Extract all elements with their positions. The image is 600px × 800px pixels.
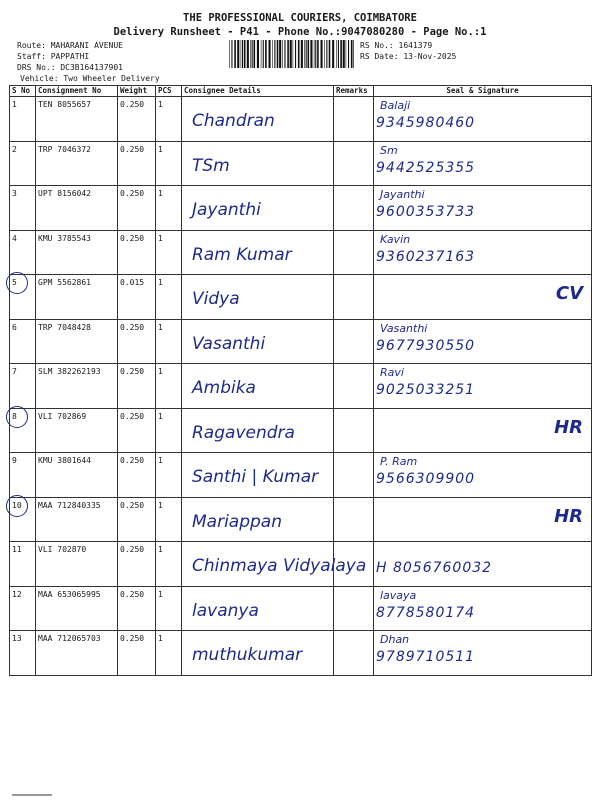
consignment-cell: UPT 8156042: [36, 186, 118, 231]
signature-handwriting: Balaji: [380, 99, 411, 112]
consignee-cell: [182, 142, 334, 186]
pcs-cell: 1: [156, 231, 182, 275]
rs-number: RS No.: 1641379: [360, 41, 433, 50]
phone-handwriting: 9566309900: [376, 471, 476, 487]
table-row: [10, 97, 592, 142]
signature-handwriting: Kavin: [380, 233, 411, 246]
pcs-cell: 1: [156, 498, 182, 542]
remarks-cell: [334, 97, 374, 142]
weight-cell: 0.250: [118, 587, 156, 631]
consignee-cell: [182, 231, 334, 275]
weight-cell: 0.250: [118, 97, 156, 142]
remarks-cell: [334, 142, 374, 186]
sno-cell: 10: [10, 498, 36, 542]
circle-mark: [6, 272, 28, 294]
phone-handwriting: 9442525355: [376, 160, 476, 176]
barcode-image: [229, 40, 354, 68]
consignment-cell: GPM 5562861: [36, 275, 118, 320]
phone-handwriting: 9025033251: [376, 382, 476, 398]
consignee-handwriting: TSm: [192, 156, 230, 176]
consignment-cell: MAA 712840335: [36, 498, 118, 542]
route-label: Route: MAHARANI AVENUE: [17, 41, 123, 50]
weight-cell: 0.250: [118, 453, 156, 498]
weight-cell: 0.250: [118, 231, 156, 275]
phone-handwriting: 9600353733: [376, 204, 476, 220]
weight-cell: 0.250: [118, 542, 156, 587]
consignee-cell: [182, 587, 334, 631]
weight-cell: 0.250: [118, 320, 156, 364]
table-row: [10, 587, 592, 631]
signature-handwriting: lavaya: [380, 589, 417, 602]
pcs-cell: 1: [156, 97, 182, 142]
consignee-cell: [182, 542, 367, 587]
consignee-cell: [182, 364, 334, 409]
table-row: [10, 453, 592, 498]
signature-handwriting: P. Ram: [380, 455, 418, 468]
pcs-cell: 1: [156, 364, 182, 409]
table-row: [10, 142, 592, 186]
sno-cell: 1: [10, 97, 36, 142]
phone-handwriting: 9360237163: [376, 249, 476, 265]
signature-cell: [374, 231, 592, 275]
consignee-handwriting: Ram Kumar: [192, 245, 292, 265]
remarks-cell: [334, 231, 374, 275]
table-row: [10, 498, 592, 542]
pcs-cell: 1: [156, 453, 182, 498]
signature-cell: [374, 364, 592, 409]
initials-mark: HR: [554, 506, 583, 527]
col-remarks: Remarks: [334, 86, 374, 97]
signature-cell: [374, 97, 592, 142]
remarks-cell: [334, 498, 374, 542]
sno-cell: 5: [10, 275, 36, 320]
consignment-cell: VLI 702870: [36, 542, 118, 587]
pcs-cell: 1: [156, 186, 182, 231]
consignee-cell: [182, 320, 334, 364]
consignment-cell: KMU 3801644: [36, 453, 118, 498]
weight-cell: 0.250: [118, 364, 156, 409]
consignment-cell: TRP 7046372: [36, 142, 118, 186]
phone-handwriting: 9677930550: [376, 338, 476, 354]
signature-cell: [374, 542, 592, 587]
table-row: [10, 231, 592, 275]
signature-handwriting: Ravi: [380, 366, 404, 379]
signature-cell: [374, 498, 592, 542]
signature-handwriting: Dhan: [380, 633, 410, 646]
circle-mark: [6, 495, 28, 517]
sno-cell: 11: [10, 542, 36, 587]
consignee-handwriting: Chinmaya Vidyalaya: [192, 556, 367, 576]
consignee-handwriting: Chandran: [192, 111, 275, 131]
remarks-cell: [334, 587, 374, 631]
consignee-cell: [182, 409, 334, 453]
consignment-cell: TRP 7048428: [36, 320, 118, 364]
table-row: [10, 631, 592, 676]
remarks-cell: [334, 275, 374, 320]
table-row: [10, 364, 592, 409]
table-row: [10, 409, 592, 453]
col-pcs: PCS: [156, 86, 182, 97]
vehicle-label: Vehicle: Two Wheeler Delivery: [20, 74, 160, 83]
signature-cell: [374, 409, 592, 453]
consignee-handwriting: Vasanthi: [192, 334, 266, 354]
remarks-cell: [334, 409, 374, 453]
table-row: [10, 542, 592, 587]
signature-handwriting: Vasanthi: [380, 322, 428, 335]
phone-handwriting: 9789710511: [376, 649, 476, 665]
pcs-cell: 1: [156, 409, 182, 453]
signature-cell: [374, 186, 592, 231]
signature-handwriting: Jayanthi: [380, 188, 425, 201]
consignee-cell: [182, 631, 334, 676]
consignee-handwriting: Ambika: [192, 378, 256, 398]
consignment-cell: MAA 653065995: [36, 587, 118, 631]
remarks-cell: [334, 453, 374, 498]
sno-cell: 12: [10, 587, 36, 631]
initials-mark: HR: [554, 417, 583, 438]
consignee-cell: [182, 498, 334, 542]
table-header-row: [10, 86, 592, 97]
sno-cell: 3: [10, 186, 36, 231]
consignment-cell: KMU 3785543: [36, 231, 118, 275]
runsheet-subtitle: Delivery Runsheet - P41 - Phone No.:9047080280 - Page No.:1: [113, 26, 487, 38]
circle-mark: [6, 406, 28, 428]
consignee-handwriting: Jayanthi: [192, 200, 261, 220]
consignee-handwriting: Ragavendra: [192, 423, 295, 443]
consignment-cell: VLI 702869: [36, 409, 118, 453]
sno-cell: 7: [10, 364, 36, 409]
table-row: [10, 275, 592, 320]
col-weight: Weight: [118, 86, 156, 97]
consignment-cell: MAA 712065703: [36, 631, 118, 676]
pcs-cell: 1: [156, 587, 182, 631]
remarks-cell: [334, 320, 374, 364]
col-consignee: Consignee Details: [182, 86, 334, 97]
weight-cell: 0.250: [118, 631, 156, 676]
pcs-cell: 1: [156, 275, 182, 320]
initials-mark: CV: [555, 283, 583, 304]
rs-date: RS Date: 13-Nov-2025: [360, 52, 457, 61]
remarks-cell: [334, 631, 374, 676]
col-sno: S No: [10, 86, 36, 97]
weight-cell: 0.250: [118, 498, 156, 542]
consignee-handwriting: Santhi | Kumar: [192, 467, 319, 487]
signature-cell: [374, 631, 592, 676]
phone-handwriting: 8778580174: [376, 605, 476, 621]
staff-label: Staff: PAPPATHI: [17, 52, 90, 61]
table-row: [10, 320, 592, 364]
phone-handwriting: H 8056760032: [376, 560, 493, 576]
consignee-cell: [182, 186, 334, 231]
col-signature: Seal & Signature: [374, 86, 592, 97]
sno-cell: 2: [10, 142, 36, 186]
company-title: THE PROFESSIONAL COURIERS, COIMBATORE: [183, 12, 417, 24]
sno-cell: 9: [10, 453, 36, 498]
signature-cell: [374, 453, 592, 498]
pcs-cell: 1: [156, 631, 182, 676]
signature-cell: [374, 587, 592, 631]
scan-artifact: [12, 794, 52, 796]
consignee-handwriting: Vidya: [192, 289, 240, 309]
consignee-handwriting: lavanya: [192, 601, 259, 621]
signature-cell: [374, 142, 592, 186]
drs-label: DRS No.: DC3B164137901: [17, 63, 123, 72]
consignee-handwriting: Mariappan: [192, 512, 282, 532]
weight-cell: 0.015: [118, 275, 156, 320]
sno-cell: 8: [10, 409, 36, 453]
sno-cell: 13: [10, 631, 36, 676]
consignee-cell: [182, 97, 334, 142]
pcs-cell: 1: [156, 142, 182, 186]
table-row: [10, 186, 592, 231]
remarks-cell: [334, 186, 374, 231]
consignment-cell: SLM 382262193: [36, 364, 118, 409]
pcs-cell: 1: [156, 542, 182, 587]
sno-cell: 6: [10, 320, 36, 364]
remarks-cell: [334, 542, 374, 587]
sno-cell: 4: [10, 231, 36, 275]
consignee-cell: [182, 453, 334, 498]
signature-cell: [374, 320, 592, 364]
remarks-cell: [334, 364, 374, 409]
consignee-handwriting: muthukumar: [192, 645, 303, 665]
signature-handwriting: Sm: [380, 144, 398, 157]
phone-handwriting: 9345980460: [376, 115, 476, 131]
weight-cell: 0.250: [118, 409, 156, 453]
signature-cell: [374, 275, 592, 320]
consignee-cell: [182, 275, 334, 320]
col-consignment: Consignment No: [36, 86, 118, 97]
runsheet-table: [9, 85, 592, 676]
weight-cell: 0.250: [118, 186, 156, 231]
pcs-cell: 1: [156, 320, 182, 364]
weight-cell: 0.250: [118, 142, 156, 186]
consignment-cell: TEN 8055657: [36, 97, 118, 142]
